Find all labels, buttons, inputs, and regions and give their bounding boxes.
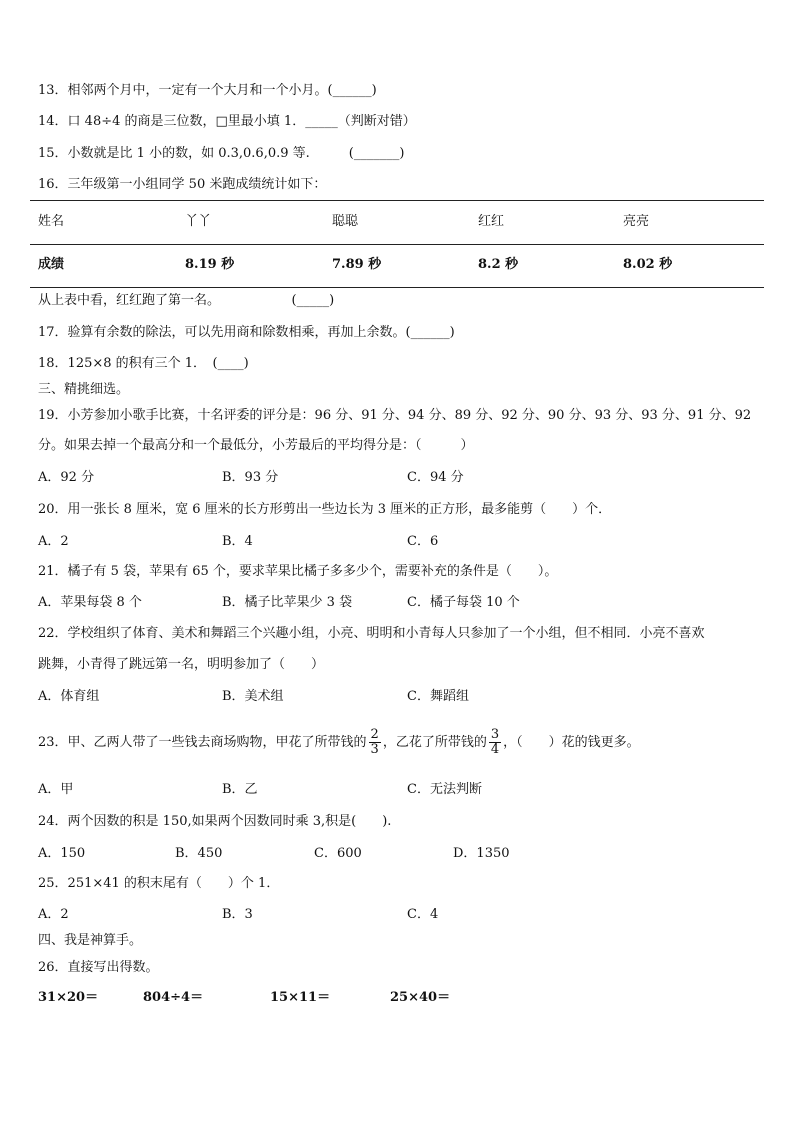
calc-item-1: 31×20＝	[38, 990, 99, 1005]
question-19-option-b: B．93 分	[222, 470, 279, 485]
question-26: 26．直接写出得数。	[38, 960, 159, 975]
question-23	[38, 724, 640, 762]
question-23-option-a: A．甲	[38, 782, 74, 797]
question-19-line-1: 19．小芳参加小歌手比赛，十名评委的评分是：96 分、91 分、94 分、89 分、92 分、90 分、93 分、93 分、91 分、92	[38, 408, 752, 423]
question-24-option-d: D．1350	[453, 846, 510, 861]
table-header-congcong: 聪聪	[332, 214, 359, 229]
question-22-option-b: B．美术组	[222, 689, 284, 704]
question-21-option-c: C．橘子每袋 10 个	[407, 595, 520, 610]
question-13: 13．相邻两个月中，一定有一个大月和一个小月。(______)	[38, 83, 377, 98]
table-divider	[30, 244, 764, 245]
calc-item-4: 25×40＝	[390, 990, 451, 1005]
section-3-heading: 三、精挑细选。	[38, 382, 130, 397]
table-cell-yaya: 8.19 秒	[185, 257, 235, 272]
table-cell-honghong: 8.2 秒	[478, 257, 519, 272]
question-24-option-a: A．150	[38, 846, 86, 861]
question-22-line-1: 22．学校组织了体育、美术和舞蹈三个兴趣小组，小亮、明明和小青每人只参加了一个小组，但不相同．小亮不喜欢	[38, 626, 705, 641]
question-16-statement: 从上表中看，红红跑了第一名。 (_____)	[38, 293, 335, 308]
question-22-line-2: 跳舞，小青得了跳远第一名，明明参加了（ ）	[38, 657, 325, 672]
table-header-honghong: 红红	[478, 214, 505, 229]
question-25: 25．251×41 的积末尾有（ ）个 1．	[38, 876, 280, 891]
table-row-label: 成绩	[38, 257, 65, 272]
question-25-option-a: A．2	[38, 907, 69, 922]
question-20-option-c: C．6	[407, 534, 439, 549]
question-18: 18．125×8 的积有三个 1． (____)	[38, 356, 249, 371]
question-25-option-b: B．3	[222, 907, 253, 922]
question-23-text-1: 23．甲、乙两人带了一些钱去商场购物，甲花了所带钱的	[38, 735, 367, 750]
question-20-option-a: A．2	[38, 534, 69, 549]
table-cell-liangliang: 8.02 秒	[623, 257, 673, 272]
table-header-yaya: 丫丫	[185, 214, 212, 229]
question-14: 14．口 48÷4 的商是三位数，□里最小填 1．_____（判断对错）	[38, 114, 416, 129]
fraction-three-quarters: $\frac{3}{4}$	[490, 727, 500, 757]
table-cell-congcong: 7.89 秒	[332, 257, 382, 272]
question-15: 15．小数就是比 1 小的数，如 0.3,0.6,0.9 等. (_______)	[38, 146, 405, 161]
calc-item-2: 804÷4＝	[143, 990, 204, 1005]
question-24: 24．两个因数的积是 150,如果两个因数同时乘 3,积是( ).	[38, 814, 392, 829]
section-4-heading: 四、我是神算手。	[38, 933, 143, 948]
question-21-option-a: A．苹果每袋 8 个	[38, 595, 142, 610]
question-19-option-c: C．94 分	[407, 470, 464, 485]
question-21: 21．橘子有 5 袋，苹果有 65 个，要求苹果比橘子多多少个，需要补充的条件是（ ）。	[38, 564, 558, 579]
question-21-option-b: B．橘子比苹果少 3 袋	[222, 595, 353, 610]
question-17: 17．验算有余数的除法，可以先用商和除数相乘，再加上余数。(______)	[38, 325, 455, 340]
question-24-option-c: C．600	[314, 846, 362, 861]
question-23-text-3: ，（ ）花的钱更多。	[503, 735, 640, 750]
question-19-option-a: A．92 分	[38, 470, 95, 485]
question-25-option-c: C．4	[407, 907, 439, 922]
question-22-option-c: C．舞蹈组	[407, 689, 469, 704]
question-16: 16．三年级第一小组同学 50 米跑成绩统计如下：	[38, 177, 327, 192]
question-20-option-b: B．4	[222, 534, 253, 549]
score-table	[30, 200, 764, 288]
question-23-option-b: B．乙	[222, 782, 258, 797]
fraction-two-thirds: $\frac{2}{3}$	[370, 727, 379, 757]
table-header-name: 姓名	[38, 214, 65, 229]
question-20: 20．用一张长 8 厘米，宽 6 厘米的长方形剪出一些边长为 3 厘米的正方形，最多能剪（ ）个．	[38, 502, 612, 517]
table-header-liangliang: 亮亮	[623, 214, 650, 229]
question-19-line-2: 分。如果去掉一个最高分和一个最低分，小芳最后的平均得分是：（ ）	[38, 438, 474, 453]
question-22-option-a: A．体育组	[38, 689, 100, 704]
question-23-option-c: C．无法判断	[407, 782, 482, 797]
question-23-text-2: ，乙花了所带钱的	[382, 735, 487, 750]
question-24-option-b: B．450	[175, 846, 223, 861]
calc-item-3: 15×11＝	[270, 990, 331, 1005]
